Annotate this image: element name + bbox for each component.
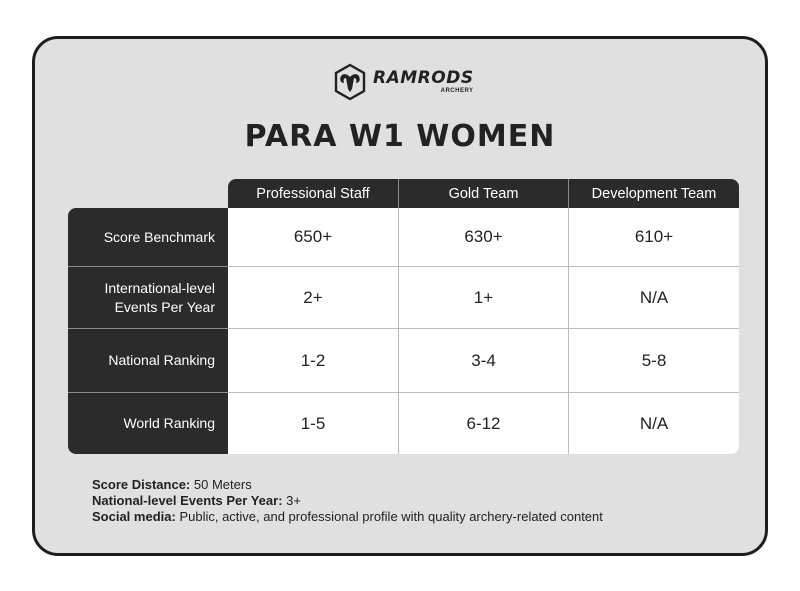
row-header-world-ranking: World Ranking (68, 392, 228, 454)
note-label: Social media: (92, 509, 176, 524)
row-header-score-benchmark: Score Benchmark (68, 208, 228, 266)
benchmark-table (68, 179, 739, 454)
note-label: National-level Events Per Year: (92, 493, 283, 508)
table-cell: 3-4 (398, 328, 568, 392)
column-header-gold-team: Gold Team (398, 179, 568, 208)
brand-name: RAMRODS (373, 68, 474, 88)
column-header-development-team: Development Team (568, 179, 739, 208)
table-cell: 610+ (568, 208, 739, 266)
ram-head-icon (333, 63, 367, 101)
note-label: Score Distance: (92, 477, 191, 492)
column-header-professional-staff: Professional Staff (228, 179, 398, 208)
note-social-media (92, 509, 603, 525)
page-title: PARA W1 WOMEN (244, 119, 556, 154)
note-score-distance (92, 477, 603, 493)
note-value: 3+ (286, 493, 301, 508)
table-cell: 2+ (228, 266, 398, 328)
table-cell: 6-12 (398, 392, 568, 454)
brand-logo (333, 61, 483, 103)
table-cell: 650+ (228, 208, 398, 266)
table-cell: 630+ (398, 208, 568, 266)
note-national-events (92, 493, 603, 509)
table-cell: 1-2 (228, 328, 398, 392)
requirements-notes (92, 477, 603, 525)
note-value: 50 Meters (193, 477, 252, 492)
table-corner (68, 179, 228, 208)
note-value: Public, active, and professional profile with quality archery-related content (179, 509, 603, 524)
brand-subtitle: ARCHERY (440, 88, 474, 94)
table-cell: 5-8 (568, 328, 739, 392)
requirements-card (32, 36, 768, 556)
table-cell: 1+ (398, 266, 568, 328)
table-cell: N/A (568, 392, 739, 454)
table-cell: N/A (568, 266, 739, 328)
table-cell: 1-5 (228, 392, 398, 454)
row-header-national-ranking: National Ranking (68, 328, 228, 392)
row-header-international-events: International-level Events Per Year (68, 266, 228, 328)
